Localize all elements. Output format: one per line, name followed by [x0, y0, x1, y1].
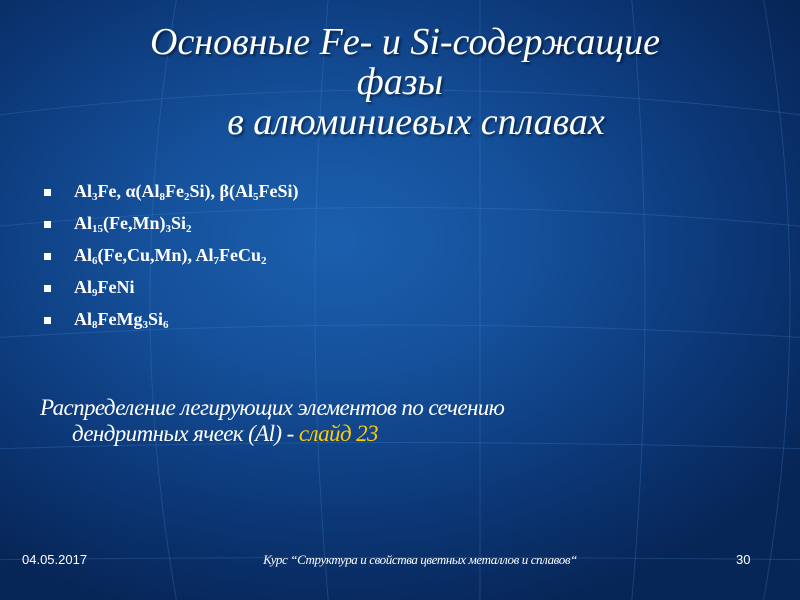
title-line-2: фазы [356, 61, 444, 103]
phase-formula [74, 213, 192, 233]
formula-text: FeNi [97, 277, 135, 297]
phase-formula [74, 277, 134, 297]
phase-list-item [42, 176, 299, 208]
formula-subscript: 7 [213, 255, 219, 267]
phase-list [42, 176, 299, 336]
formula-text: Al [74, 245, 92, 265]
formula-subscript: 2 [261, 255, 267, 267]
formula-subscript: 3 [142, 319, 148, 331]
formula-subscript: 2 [186, 223, 192, 235]
formula-subscript: 8 [92, 319, 98, 331]
footer-course-title: Курс “Структура и свойства цветных металлов и сплавов“ [263, 552, 577, 567]
slide-23-link[interactable]: слайд 23 [298, 421, 378, 446]
formula-text: Al [74, 213, 92, 233]
phase-formula [74, 245, 267, 265]
formula-text: (Fe,Cu,Mn), Al [97, 245, 214, 265]
phase-formula [74, 181, 299, 201]
paragraph-line-2-text: дендритных ячеек (Al) - [72, 421, 299, 446]
square-bullet-icon [44, 285, 51, 292]
phase-formula [74, 309, 169, 329]
formula-text: Si [147, 309, 163, 329]
formula-subscript: 2 [184, 191, 190, 203]
formula-subscript: 8 [159, 191, 166, 203]
formula-text: Si [170, 213, 186, 233]
formula-subscript: 6 [92, 255, 98, 267]
formula-text: FeSi) [258, 181, 299, 201]
formula-text: Al [74, 181, 92, 201]
formula-subscript: 3 [92, 191, 98, 203]
formula-text: (Fe,Mn) [103, 213, 166, 233]
formula-subscript: 9 [92, 287, 98, 299]
formula-text: FeMg [97, 309, 143, 329]
formula-text: Al [74, 309, 92, 329]
paragraph-line-1: Распределение легирующих элементов по сечению [40, 395, 505, 420]
formula-subscript: 6 [163, 319, 169, 331]
formula-text: Al [74, 277, 92, 297]
formula-subscript: 5 [253, 191, 259, 203]
phase-list-item [42, 208, 299, 240]
square-bullet-icon [44, 253, 51, 260]
square-bullet-icon [44, 189, 51, 196]
phase-list-item [42, 272, 299, 304]
square-bullet-icon [44, 221, 51, 228]
formula-text: FeCu [219, 245, 261, 265]
formula-subscript: 15 [92, 223, 103, 235]
paragraph-line-2 [40, 421, 680, 447]
formula-text: Fe [165, 181, 185, 201]
formula-text: Si), β(Al [189, 181, 253, 201]
title-line-1: Основные Fe- и Si-содержащие [150, 21, 660, 63]
title-line-3: в алюминиевых сплавах [227, 101, 605, 143]
slide-title [0, 22, 800, 142]
phase-list-item [42, 240, 299, 272]
formula-subscript: 3 [165, 223, 171, 235]
formula-text: Fe, α(Al [97, 181, 160, 201]
phase-list-item [42, 304, 299, 336]
distribution-paragraph [40, 395, 680, 447]
footer-date: 04.05.2017 [22, 552, 88, 567]
square-bullet-icon [44, 317, 51, 324]
footer-page-number: 30 [736, 552, 751, 567]
